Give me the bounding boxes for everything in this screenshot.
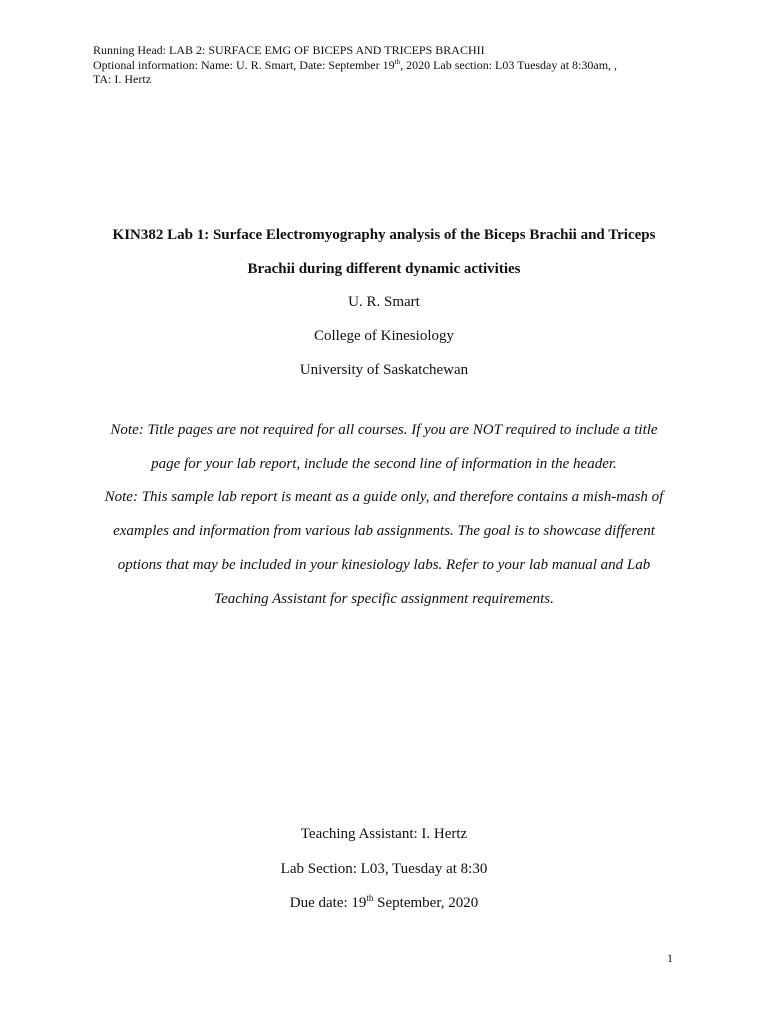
optional-info-suffix: , 2020 Lab section: L03 Tuesday at 8:30am, , [400,57,618,72]
note-line: Note: Title pages are not required for all courses. If you are NOT required to include a title [110,422,658,438]
title-line-2: Brachii during different dynamic activities [247,261,521,277]
lab-section: Lab Section: L03, Tuesday at 8:30 [280,860,488,877]
university-name: University of Saskatchewan [299,362,469,378]
notes-block [0,414,768,616]
note-line: Note: This sample lab report is meant as a guide only, and therefore contains a mish-mash of [104,489,664,506]
optional-info-text: Optional information: Name: U. R. Smart, Date: September 19 [93,57,395,72]
college-name: College of Kinesiology [314,328,454,344]
due-date [0,886,768,921]
note-line: Teaching Assistant for specific assignment requirements. [214,590,554,607]
running-head: Running Head: LAB 2: SURFACE EMG OF BICEPS AND TRICEPS BRACHII [93,43,485,57]
page-number: 1 [667,951,673,965]
optional-info-superscript: th [394,57,401,66]
submission-info [0,817,768,921]
due-date-text: Due date: 19 [289,895,367,911]
note-line: options that may be included in your kinesiology labs. Refer to your lab manual and Lab [117,556,651,573]
note-line: page for your lab report, include the second line of information in the header. [151,455,617,472]
optional-information [93,58,693,73]
author-block [0,285,768,387]
note-line: examples and information from various lab assignments. The goal is to showcase different [113,523,655,540]
author-name: U. R. Smart [348,294,420,310]
due-date-suffix: September, 2020 [373,895,479,911]
title-line-1: KIN382 Lab 1: Surface Electromyography analysis of the Biceps Brachii and Triceps [112,227,656,243]
document-title [0,218,768,286]
ta-line: TA: I. Hertz [93,72,152,86]
due-date-superscript: th [366,893,374,903]
running-header [93,43,693,87]
teaching-assistant: Teaching Assistant: I. Hertz [300,826,468,842]
